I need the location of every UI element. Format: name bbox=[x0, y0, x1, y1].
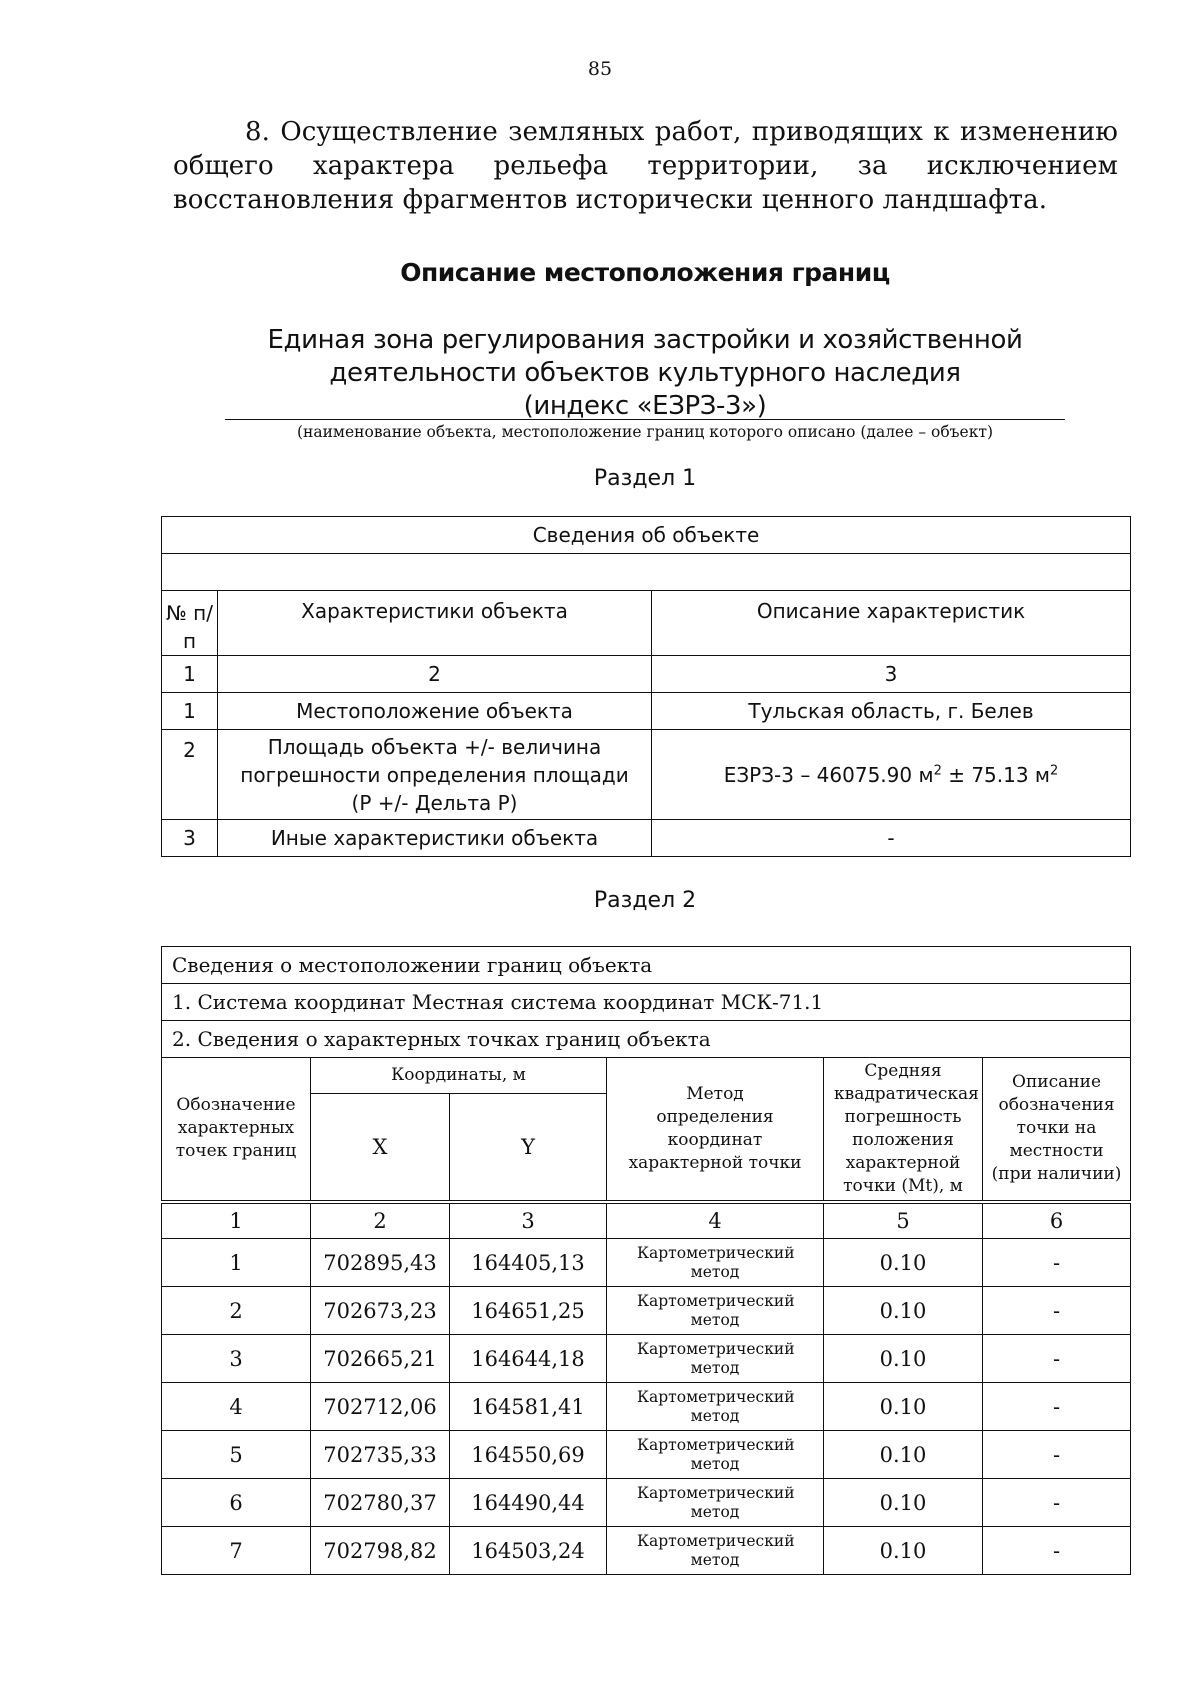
header-cell: Описание характеристик bbox=[652, 591, 1131, 656]
col-number: 3 bbox=[652, 656, 1131, 693]
header-cell: Характеристики объекта bbox=[218, 591, 652, 656]
object-name bbox=[225, 324, 1065, 423]
point-id: 1 bbox=[162, 1239, 311, 1287]
point-mt: 0.10 bbox=[824, 1527, 983, 1575]
section1-title: Раздел 1 bbox=[593, 466, 697, 491]
object-name-underline bbox=[225, 419, 1065, 420]
point-y: 164550,69 bbox=[450, 1431, 607, 1479]
point-id: 2 bbox=[162, 1287, 311, 1335]
col-number: 2 bbox=[218, 656, 652, 693]
col-number: 2 bbox=[311, 1202, 450, 1239]
header-designation: Обозначение характерных точек границ bbox=[162, 1058, 311, 1202]
coord-system: 1. Система координат Местная система координат МСК-71.1 bbox=[162, 984, 1131, 1021]
point-desc: - bbox=[983, 1335, 1131, 1383]
object-info-table bbox=[161, 516, 1131, 857]
point-mt: 0.10 bbox=[824, 1479, 983, 1527]
header-error: Средняя квадратическая погрешность положения характерной точки (Mt), м bbox=[824, 1058, 983, 1202]
row-name-line: Площадь объекта +/- величина bbox=[267, 734, 602, 759]
table-row bbox=[162, 1479, 1131, 1527]
table-row bbox=[162, 1239, 1131, 1287]
point-id: 3 bbox=[162, 1335, 311, 1383]
point-desc: - bbox=[983, 1383, 1131, 1431]
point-y: 164644,18 bbox=[450, 1335, 607, 1383]
point-x: 702665,21 bbox=[311, 1335, 450, 1383]
col-number: 1 bbox=[162, 656, 218, 693]
point-method: Картометрический метод bbox=[607, 1383, 824, 1431]
col-number: 3 bbox=[450, 1202, 607, 1239]
header-description: Описание обозначения точки на местности (при наличии) bbox=[983, 1058, 1131, 1202]
object-name-line: (индекс «ЕЗРЗ-3») bbox=[523, 391, 767, 421]
area-error: ± 75.13 м bbox=[941, 762, 1051, 787]
point-method: Картометрический метод bbox=[607, 1239, 824, 1287]
page-number: 85 bbox=[587, 58, 613, 80]
point-method: Картометрический метод bbox=[607, 1527, 824, 1575]
row-value bbox=[652, 730, 1131, 820]
point-desc: - bbox=[983, 1431, 1131, 1479]
col-number: 6 bbox=[983, 1202, 1131, 1239]
point-method: Картометрический метод bbox=[607, 1287, 824, 1335]
table-title: Сведения о местоположении границ объекта bbox=[162, 947, 1131, 984]
table-row bbox=[162, 730, 1131, 820]
section-heading: Описание местоположения границ bbox=[400, 258, 890, 287]
point-desc: - bbox=[983, 1527, 1131, 1575]
table-title: Сведения об объекте bbox=[162, 517, 1131, 554]
object-caption: (наименование объекта, местоположение границ которого описано (далее – объект) bbox=[296, 423, 994, 441]
table-row bbox=[162, 1383, 1131, 1431]
header-cell: № п/п bbox=[162, 591, 218, 656]
point-x: 702712,06 bbox=[311, 1383, 450, 1431]
row-value: - bbox=[652, 820, 1131, 857]
table-row bbox=[162, 1287, 1131, 1335]
header-coords: Координаты, м bbox=[311, 1058, 607, 1094]
point-x: 702780,37 bbox=[311, 1479, 450, 1527]
table-row bbox=[162, 1335, 1131, 1383]
row-number: 3 bbox=[162, 820, 218, 857]
point-mt: 0.10 bbox=[824, 1383, 983, 1431]
point-desc: - bbox=[983, 1479, 1131, 1527]
point-desc: - bbox=[983, 1287, 1131, 1335]
col-number: 4 bbox=[607, 1202, 824, 1239]
point-id: 4 bbox=[162, 1383, 311, 1431]
row-name-line: (P +/- Дельта P) bbox=[351, 790, 518, 815]
row-name-line: погрешности определения площади bbox=[240, 762, 629, 787]
points-title: 2. Сведения о характерных точках границ объекта bbox=[162, 1021, 1131, 1058]
boundary-points-table bbox=[161, 946, 1131, 1575]
table-row bbox=[162, 693, 1131, 730]
point-mt: 0.10 bbox=[824, 1431, 983, 1479]
row-name bbox=[218, 730, 652, 820]
point-mt: 0.10 bbox=[824, 1335, 983, 1383]
point-x: 702895,43 bbox=[311, 1239, 450, 1287]
object-name-line: Единая зона регулирования застройки и хозяйственной bbox=[267, 325, 1023, 355]
table-row bbox=[162, 820, 1131, 857]
table-row bbox=[162, 1431, 1131, 1479]
area-value: ЕЗРЗ-3 – 46075.90 м bbox=[723, 762, 934, 787]
point-x: 702673,23 bbox=[311, 1287, 450, 1335]
point-y: 164405,13 bbox=[450, 1239, 607, 1287]
point-y: 164581,41 bbox=[450, 1383, 607, 1431]
point-y: 164490,44 bbox=[450, 1479, 607, 1527]
header-y: Y bbox=[450, 1094, 607, 1202]
col-number: 5 bbox=[824, 1202, 983, 1239]
row-name: Местоположение объекта bbox=[218, 693, 652, 730]
superscript: 2 bbox=[1050, 762, 1059, 778]
point-method: Картометрический метод bbox=[607, 1479, 824, 1527]
row-name: Иные характеристики объекта bbox=[218, 820, 652, 857]
header-x: X bbox=[311, 1094, 450, 1202]
row-value: Тульская область, г. Белев bbox=[652, 693, 1131, 730]
section2-title: Раздел 2 bbox=[593, 888, 697, 913]
point-x: 702798,82 bbox=[311, 1527, 450, 1575]
point-method: Картометрический метод bbox=[607, 1431, 824, 1479]
row-number: 1 bbox=[162, 693, 218, 730]
body-paragraph: 8. Осуществление земляных работ, приводящих к изменению общего характера рельефа территории, за исключением восстановления фрагментов исторически ценного ландшафта. bbox=[173, 117, 1118, 215]
point-method: Картометрический метод bbox=[607, 1335, 824, 1383]
point-id: 7 bbox=[162, 1527, 311, 1575]
object-name-line: деятельности объектов культурного наследия bbox=[329, 358, 961, 388]
table-row bbox=[162, 1527, 1131, 1575]
point-mt: 0.10 bbox=[824, 1239, 983, 1287]
superscript: 2 bbox=[933, 762, 942, 778]
row-number: 2 bbox=[162, 730, 218, 820]
point-desc: - bbox=[983, 1239, 1131, 1287]
point-mt: 0.10 bbox=[824, 1287, 983, 1335]
empty-row bbox=[162, 554, 1131, 591]
col-number: 1 bbox=[162, 1202, 311, 1239]
point-y: 164503,24 bbox=[450, 1527, 607, 1575]
point-id: 5 bbox=[162, 1431, 311, 1479]
point-x: 702735,33 bbox=[311, 1431, 450, 1479]
header-method: Метод определения координат характерной точки bbox=[607, 1058, 824, 1202]
point-y: 164651,25 bbox=[450, 1287, 607, 1335]
point-id: 6 bbox=[162, 1479, 311, 1527]
